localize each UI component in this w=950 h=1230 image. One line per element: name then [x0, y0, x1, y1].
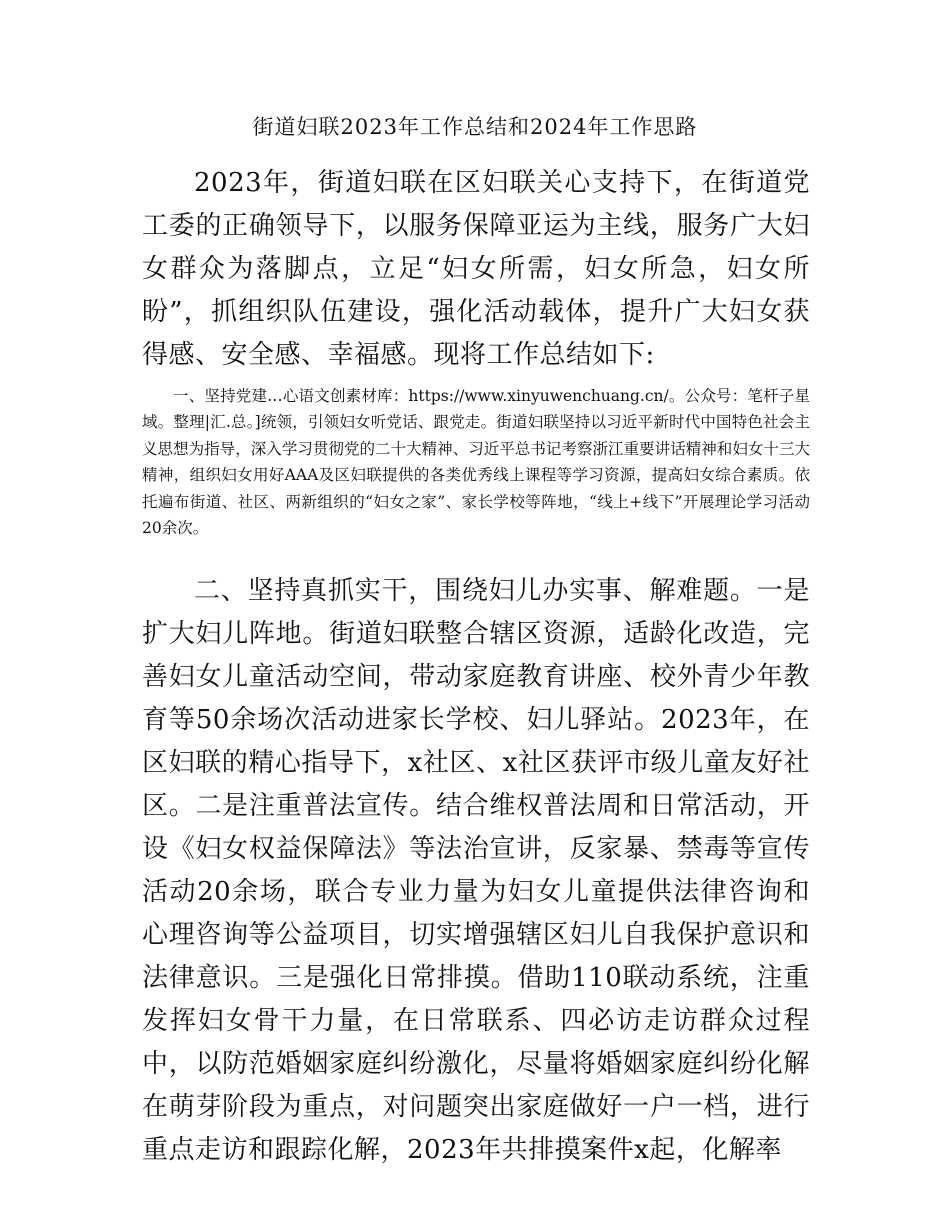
paragraph-section-two: 二、坚持真抓实干，围绕妇儿办实事、解难题。一是扩大妇儿阵地。街道妇联整合辖区资源，适龄化改造，完善妇女儿童活动空间，带动家庭教育讲座、校外青少年教育等50余场次活动进家长学校、妇儿驿站。2023年，在区妇联的精心指导下，x社区、x社区获评市级儿童友好社区。二是注重普法宣传。结合维权普法周和日常活动，开设《妇女权益保障法》等法治宣讲，反家暴、禁毒等宣传活动20余场，联合专业力量为妇女儿童提供法律咨询和心理咨询等公益项目，切实增强辖区妇儿自我保护意识和法律意识。三是强化日常排摸。借助110联动系统，注重发挥妇女骨干力量，在日常联系、四必访走访群众过程中，以防范婚姻家庭纠纷激化，尽量将婚姻家庭纠纷化解在萌芽阶段为重点，对问题突出家庭做好一户一档，进行重点走访和跟踪化解，2023年共排摸案件x起，化解率 [142, 576, 810, 1165]
paragraph-intro: 2023年，街道妇联在区妇联关心支持下，在街道党工委的正确领导下，以服务保障亚运为主线，服务广大妇女群众为落脚点，立足“妇女所需，妇女所急，妇女所盼”，抓组织队伍建设，强化活动载体，提升广大妇女获得感、安全感、幸福感。现将工作总结如下: [142, 168, 810, 370]
paragraph-section-one: 一、坚持党建…心语文创素材库：https://www.xinyuwenchuang.cn/。公众号：笔杆子星域。整理|汇.总。]统领，引领妇女听党话、跟党走。街道妇联坚持以习近平新时代中国特色社会主义思想为指导，深入学习贯彻党的二十大精神、习近平总书记考察浙江重要讲话精神和妇女十三大精神，组织妇女用好AAA及区妇联提供的各类优秀线上课程等学习资源，提高妇女综合素质。依托遍布街道、社区、两新组织的“妇女之家”、家长学校等阵地，“线上+线下”开展理论学习活动20余次。 [142, 387, 810, 538]
document-title: 街道妇联2023年工作总结和2024年工作思路 [252, 115, 698, 139]
